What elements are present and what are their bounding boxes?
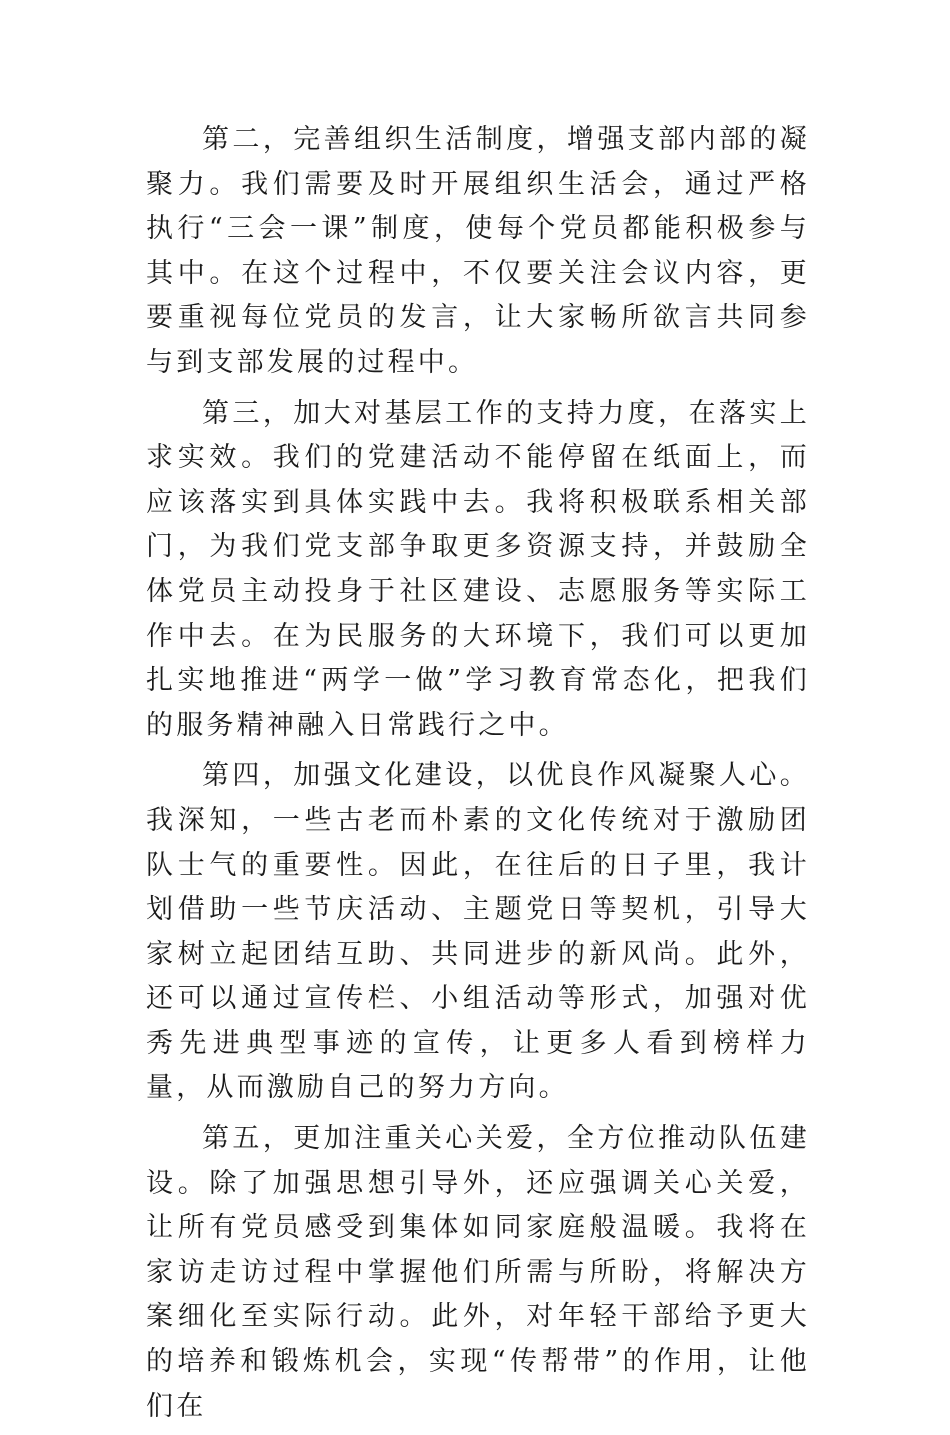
- document-body: [146, 118, 810, 1435]
- paragraph-third: 第三，加大对基层工作的支持力度，在落实上求实效。我们的党建活动不能停留在纸面上，而应该落实到具体实践中去。我将积极联系相关部门，为我们党支部争取更多资源支持，并鼓励全体党员主动投身于社区建设、志愿服务等实际工作中去。在为民服务的大环境下，我们可以更加扎实地推进“两学一做”学习教育常态化，把我们的服务精神融入日常践行之中。: [146, 397, 810, 741]
- paragraph-second: 第二，完善组织生活制度，增强支部内部的凝聚力。我们需要及时开展组织生活会，通过严格执行“三会一课”制度，使每个党员都能积极参与其中。在这个过程中，不仅要关注会议内容，更要重视每位党员的发言，让大家畅所欲言共同参与到支部发展的过程中。: [146, 124, 810, 378]
- paragraph-fifth: 第五，更加注重关心关爱，全方位推动队伍建设。除了加强思想引导外，还应强调关心关爱，让所有党员感受到集体如同家庭般温暖。我将在家访走访过程中掌握他们所需与所盼，将解决方案细化至实际行动。此外，对年轻干部给予更大的培养和锻炼机会，实现“传帮带”的作用，让他们在: [146, 1123, 810, 1422]
- paragraph-fourth: 第四，加强文化建设，以优良作风凝聚人心。我深知，一些古老而朴素的文化传统对于激励团队士气的重要性。因此，在往后的日子里，我计划借助一些节庆活动、主题党日等契机，引导大家树立起团结互助、共同进步的新风尚。此外，还可以通过宣传栏、小组活动等形式，加强对优秀先进典型事迹的宣传，让更多人看到榜样力量，从而激励自己的努力方向。: [146, 760, 810, 1104]
